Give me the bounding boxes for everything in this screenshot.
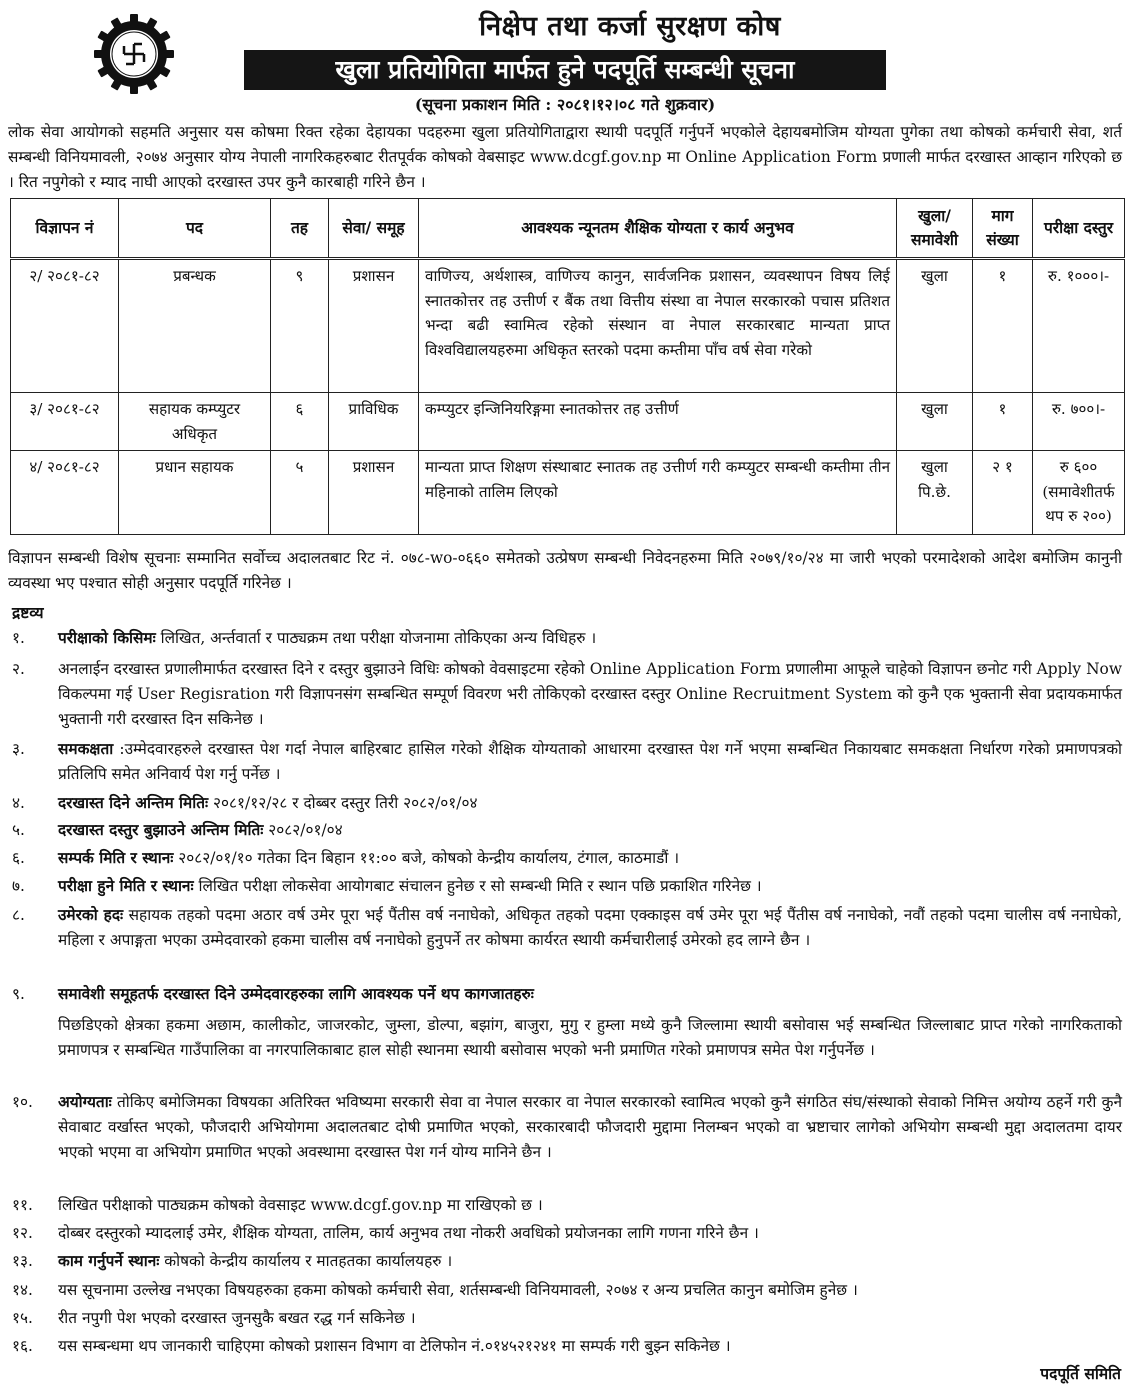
note-item (10, 1193, 1122, 1218)
note-text: २०८२/०१/०४ (263, 821, 343, 839)
note-title: सम्पर्क मिति र स्थानः (58, 849, 174, 867)
note-number: ३. (12, 740, 25, 758)
note-title: दरखास्त दिने अन्तिम मितिः (58, 794, 209, 812)
notice-title-banner: खुला प्रतियोगिता मार्फत हुने पदपूर्ति सम्बन्धी सूचना (244, 50, 886, 90)
note-number: १५. (12, 1309, 33, 1327)
cell-fee: रु. १०००।- (1033, 259, 1125, 393)
cell-level: ६ (271, 393, 329, 451)
note-text: रीत नपुगी पेश भएको दरखास्त जुनसुकै बखत रद्ध गर्न सकिनेछ । (58, 1309, 416, 1327)
note-title: समकक्षता (58, 740, 114, 758)
cell-ad-no: २/ २०८१-८२ (11, 259, 119, 393)
cell-demand: २ १ (973, 451, 1033, 535)
note-item (10, 626, 1122, 651)
table-row (11, 259, 1125, 393)
cell-type: खुला (897, 393, 973, 451)
notes-heading: द्रष्टव्य (12, 603, 44, 622)
cell-service: प्रशासन (329, 259, 419, 393)
note-number: ८. (12, 906, 25, 924)
cell-demand: १ (973, 393, 1033, 451)
note-item (10, 1221, 1122, 1246)
note-title: समावेशी समूहतर्फ दरखास्त दिने उम्मेदवारहरुका लागि आवश्यक पर्ने थप कागजातहरुः (58, 985, 534, 1003)
note-item (10, 1306, 1122, 1331)
header-post: पद (119, 199, 271, 259)
table-header-row (11, 199, 1125, 259)
note-number: १४. (12, 1281, 33, 1299)
header-ad-no: विज्ञापन नं (11, 199, 119, 259)
note-item (10, 737, 1122, 787)
note-title: परीक्षाको किसिमः (58, 629, 156, 647)
organization-logo-gear-icon (92, 12, 176, 96)
signature-committee: पदपूर्ति समिति (1040, 1364, 1121, 1383)
note-text: सहायक तहको पदमा अठार वर्ष उमेर पूरा भई पैंतीस वर्ष ननाघेको, अधिकृत तहको पदमा एक्काइस वर्ष उमेर पूरा भई पैंतीस वर्ष ननाघेको, नवौं तहको पदमा चालीस वर्ष ननाघेको, महिला र अपाङ्गता भएका उम्मेदवारको हकमा चालीस वर्ष ननाघेको हुनुपर्ने तर कोषमा कार्यरत स्थायी कर्मचारीलाई उमेरको हद लाग्ने छैन । (58, 906, 1122, 949)
vacancy-table (10, 198, 1125, 535)
note-item (10, 874, 1122, 899)
note-number: १२. (12, 1224, 33, 1242)
note-item (10, 818, 1122, 843)
organization-name: निक्षेप तथा कर्जा सुरक्षण कोष (479, 11, 781, 42)
note-item (10, 1249, 1122, 1274)
note-number: १. (12, 629, 25, 647)
cell-fee: रु. ७००।- (1033, 393, 1125, 451)
cell-ad-no: ३/ २०८१-८२ (11, 393, 119, 451)
header-demand: माग संख्या (973, 199, 1033, 259)
note-number: ७. (12, 877, 25, 895)
note-number: ९. (12, 985, 25, 1003)
note-title: परीक्षा हुने मिति र स्थानः (58, 877, 194, 895)
note-text: अनलाईन दरखास्त प्रणालीमार्फत दरखास्त दिने र दस्तुर बुझाउने विधिः कोषको वेवसाइटमा रहेको Online Application Form प्रणालीमा आफूले चाहेको विज्ञापन छनोट गरी Apply Now विकल्पमा गई User Regisration गरी विज्ञापनसंग सम्बन्धित सम्पूर्ण विवरण भरी तोकिएको दरखास्त दस्तुर Online Recruitment System को कुनै एक भुक्तानी सेवा प्रदायकमार्फत भुक्तानी गरी दरखास्त दिन सकिनेछ । (58, 660, 1122, 728)
header-service: सेवा/ समूह (329, 199, 419, 259)
publish-date: (सूचना प्रकाशन मिति : २०८१।१२।०८ गते शुक्रवार) (414, 95, 716, 114)
note-title: दरखास्त दस्तुर बुझाउने अन्तिम मितिः (58, 821, 264, 839)
note-text: यस सूचनामा उल्लेख नभएका विषयहरुका हकमा कोषको कर्मचारी सेवा, शर्तसम्बन्धी विनियमावली, २०७४ र अन्य प्रचलित कानुन बमोजिम हुनेछ । (58, 1281, 858, 1299)
header-type: खुला/ समावेशी (897, 199, 973, 259)
note-item (10, 791, 1122, 816)
cell-ad-no: ४/ २०८१-८२ (11, 451, 119, 535)
cell-requirement: कम्प्युटर इन्जिनियरिङ्गमा स्नातकोत्तर तह उत्तीर्ण (419, 393, 897, 451)
note-item (10, 1334, 1122, 1359)
header-fee: परीक्षा दस्तुर (1033, 199, 1125, 259)
note-text: यस सम्बन्धमा थप जानकारी चाहिएमा कोषको प्रशासन विभाग वा टेलिफोन नं.०१४५२१२४१ मा सम्पर्क गरी बुझ्न सकिनेछ । (58, 1337, 731, 1355)
note-number: ५. (12, 821, 25, 839)
cell-post: सहायक कम्प्युटर अधिकृत (119, 393, 271, 451)
note-title: काम गर्नुपर्ने स्थानः (58, 1252, 160, 1270)
header-requirement: आवश्यक न्यूनतम शैक्षिक योग्यता र कार्य अनुभव (419, 199, 897, 259)
note-item (10, 1278, 1122, 1303)
cell-service: प्राविधिक (329, 393, 419, 451)
note-number: ४. (12, 794, 25, 812)
intro-paragraph: लोक सेवा आयोगको सहमति अनुसार यस कोषमा रिक्त रहेका देहायका पदहरुमा खुला प्रतियोगिताद्वारा स्थायी पदपूर्ति गर्नुपर्ने भएकोले देहायबमोजिम योग्यता पुगेका तथा कोषको कर्मचारी सेवा, शर्त सम्बन्धी विनियमावली, २०७४ अनुसार योग्य नेपाली नागरिकहरुबाट रीतपूर्वक कोषको वेबसाइट www.dcgf.gov.np मा Online Application Form प्रणाली मार्फत दरखास्त आव्हान गरिएको छ । रित नपुगेको र म्याद नाघी आएको दरखास्त उपर कुनै कारबाही गरिने छैन । (8, 123, 1122, 191)
note-number: ११. (12, 1196, 33, 1214)
cell-fee: रु ६०० (समावेशीतर्फ थप रु २००) (1033, 451, 1125, 535)
note-number: १०. (12, 1093, 33, 1111)
note-item (10, 657, 1122, 732)
cell-demand: १ (973, 259, 1033, 393)
note-text: कोषको केन्द्रीय कार्यालय र मातहतका कार्यालयहरु । (159, 1252, 453, 1270)
cell-level: ५ (271, 451, 329, 535)
cell-post: प्रधान सहायक (119, 451, 271, 535)
note-title: उमेरको हदः (58, 906, 124, 924)
note-number: २. (12, 660, 25, 678)
note-item (10, 846, 1122, 871)
note-item (10, 903, 1122, 953)
note-item (10, 982, 1122, 1063)
note-number: १३. (12, 1252, 33, 1270)
cell-post: प्रबन्धक (119, 259, 271, 393)
note-text: २०८२/०१/१० गतेका दिन बिहान ११:०० बजे, कोषको केन्द्रीय कार्यालय, टंगाल, काठमाडौं । (173, 849, 680, 867)
cell-requirement: मान्यता प्राप्त शिक्षण संस्थाबाट स्नातक तह उत्तीर्ण गरी कम्प्युटर सम्बन्धी कम्तीमा तीन महिनाको तालिम लिएको (419, 451, 897, 535)
note-subtext: पिछडिएको क्षेत्रका हकमा अछाम, कालीकोट, जाजरकोट, जुम्ला, डोल्पा, बझांग, बाजुरा, मुगु र हुम्ला मध्ये कुनै जिल्लामा स्थायी बसोवास भई सम्बन्धित जिल्लाबाट प्राप्त गरेको नागरिकताको प्रमाणपत्र र सम्बन्धित गाउँपालिका वा नगरपालिकाबाट हाल सोही स्थानमा स्थायी बसोवास भएको भनी प्रमाणित गरेको प्रमाणपत्र समेत पेश गर्नुपर्नेछ । (58, 1016, 1122, 1059)
note-number: ६. (12, 849, 25, 867)
special-notice: विज्ञापन सम्बन्धी विशेष सूचनाः सम्मानित सर्वोच्च अदालतबाट रिट नं. ०७८-wo-०६६० समेतको उत्प्रेषण सम्बन्धी निवेदनहरुमा मिति २०७९/१०/२४ मा जारी भएको परमादेशको आदेश बमोजिम कानुनी व्यवस्था भए पश्चात सोही अनुसार पदपूर्ति गरिनेछ । (8, 549, 1122, 592)
cell-type: खुला पि.छे. (897, 451, 973, 535)
note-text: लिखित परीक्षाको पाठ्यक्रम कोषको वेवसाइट www.dcgf.gov.np मा राखिएको छ । (58, 1196, 543, 1214)
cell-type: खुला (897, 259, 973, 393)
cell-requirement: वाणिज्य, अर्थशास्त्र, वाणिज्य कानुन, सार्वजनिक प्रशासन, व्यवस्थापन विषय लिई स्नातकोत्तर तह उत्तीर्ण र बैंक तथा वित्तीय संस्था वा नेपाल सरकारको पचास प्रतिशत भन्दा बढी स्वामित्व रहेको संस्थान वा नेपाल सरकारबाट मान्यता प्राप्त विश्वविद्यालयहरुमा अधिकृत स्तरको पदमा कम्तीमा पाँच वर्ष सेवा गरेको (419, 259, 897, 393)
note-text: दोब्बर दस्तुरको म्यादलाई उमेर, शैक्षिक योग्यता, तालिम, कार्य अनुभव तथा नोकरी अवधिको प्रयोजनका लागि गणना गरिने छैन । (58, 1224, 759, 1242)
cell-level: ९ (271, 259, 329, 393)
note-text: :उम्मेदवारहरुले दरखास्त पेश गर्दा नेपाल बाहिरबाट हासिल गरेको शैक्षिक योग्यताको आधारमा दरखास्त पेश गर्ने भएमा सम्बन्धित निकायबाट समकक्षता निर्धारण गरेको प्रमाणपत्रको प्रतिलिपि समेत अनिवार्य पेश गर्नु पर्नेछ । (58, 740, 1122, 783)
note-number: १६. (12, 1337, 33, 1355)
note-text: लिखित परीक्षा लोकसेवा आयोगबाट संचालन हुनेछ र सो सम्बन्धी मिति र स्थान पछि प्रकाशित गरिनेछ । (193, 877, 762, 895)
note-text: तोकिए बमोजिमका विषयका अतिरिक्त भविष्यमा सरकारी सेवा वा नेपाल सरकार वा नेपाल सरकारको स्वामित्व भएको कुनै संगठित संघ/संस्थाको सेवाको निमित्त अयोग्य ठहर्ने गरी कुनै सेवाबाट वर्खास्त भएको, फौजदारी अभियोगमा अदालतबाट दोषी प्रमाणित भएको, सरकारबादी फौजदारी मुद्दामा निलम्बन भएको वा भ्रष्टाचार लागेको अभियोग सम्बन्धी मुद्दा अदालतमा दायर भएको भएमा वा अभियोग प्रमाणित भएको अवस्थामा दरखास्त पेश गर्न योग्य मानिने छैन । (58, 1093, 1122, 1161)
note-text: लिखित, अर्न्तवार्ता र पाठ्यक्रम तथा परीक्षा योजनामा तोकिएका अन्य विधिहरु । (155, 629, 597, 647)
note-title: अयोग्यताः (58, 1093, 112, 1111)
note-text: २०८१/१२/२८ र दोब्बर दस्तुर तिरी २०८२/०१/०४ (208, 794, 478, 812)
table-row (11, 451, 1125, 535)
header-level: तह (271, 199, 329, 259)
note-item (10, 1090, 1122, 1165)
table-row (11, 393, 1125, 451)
notice-header (0, 0, 1133, 120)
cell-service: प्रशासन (329, 451, 419, 535)
